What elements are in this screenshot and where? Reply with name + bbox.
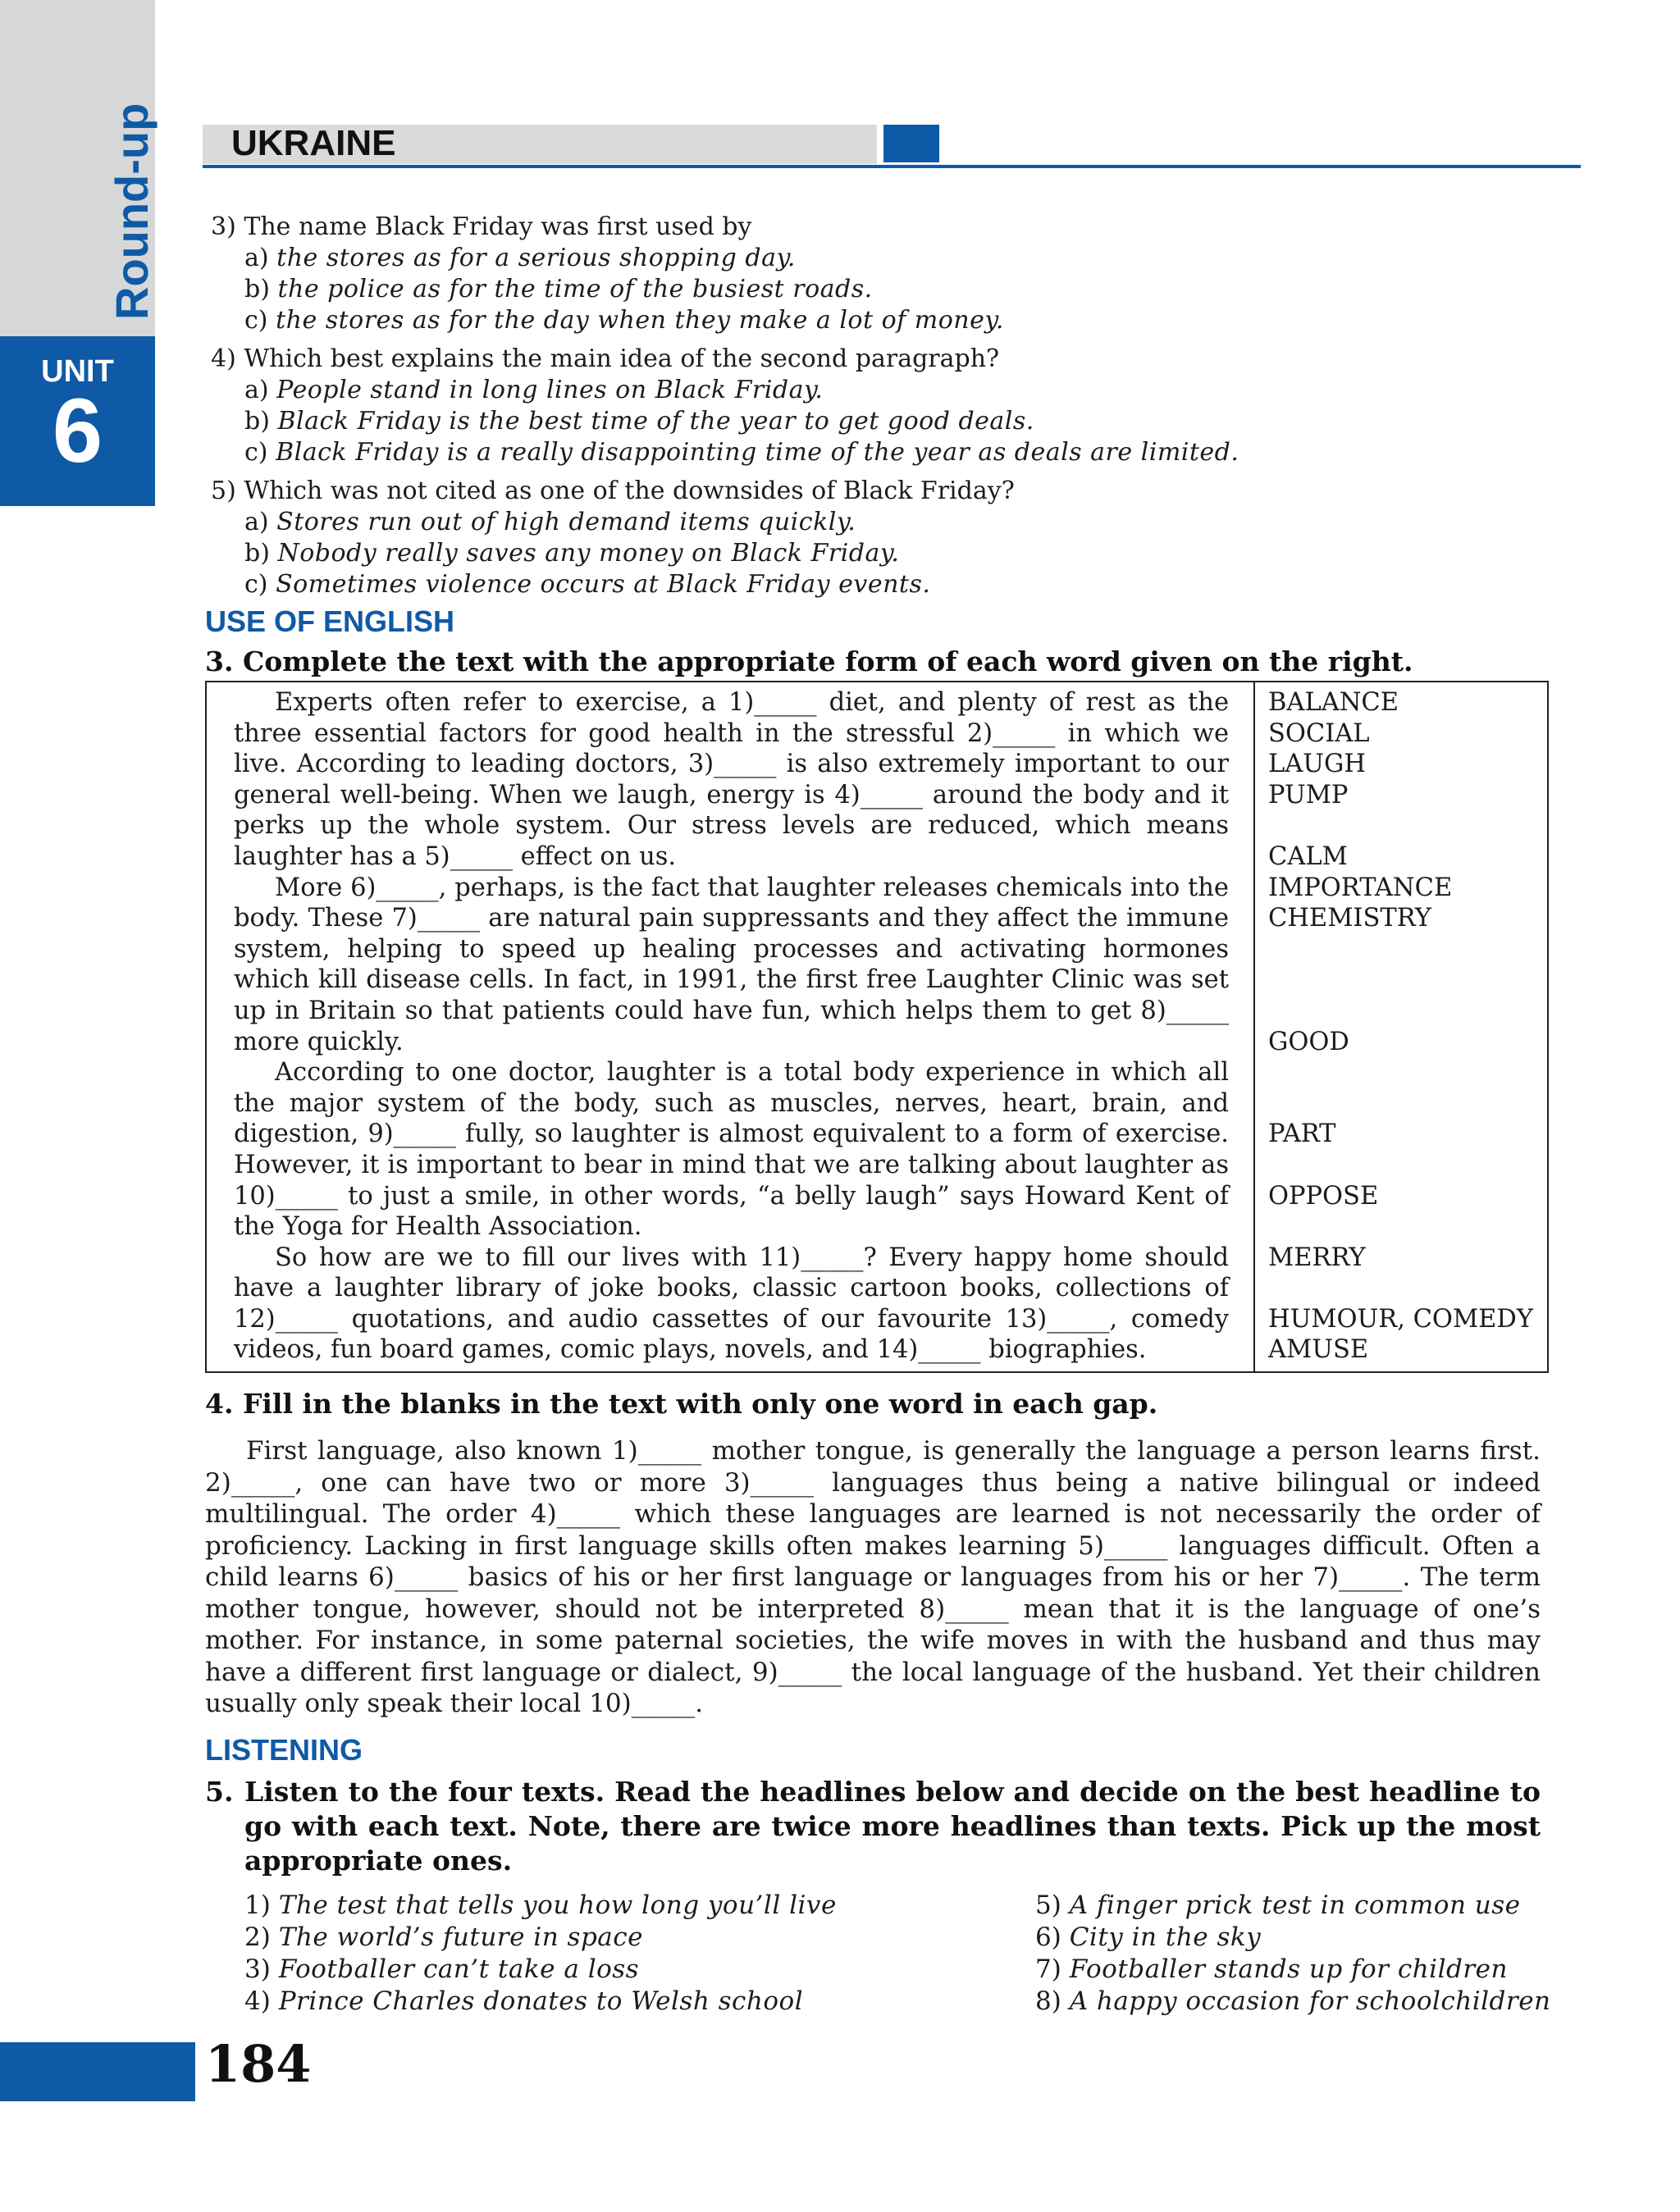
task-5-instruction (205, 1775, 1541, 1878)
answer-option: a) the stores as for a serious shopping day. (244, 244, 796, 272)
word-bank-item: OPPOSE (1268, 1181, 1379, 1211)
word-bank-item: CALM (1268, 841, 1348, 871)
headline-item: 2) The world’s future in space (244, 1922, 643, 1952)
page-title: UKRAINE (231, 123, 396, 163)
word-bank-item (1268, 1211, 1533, 1243)
exercise-3-divider (1253, 681, 1255, 1373)
exercise-paragraph: According to one doctor, laughter is a total body experience in which all the major system of the body, such as muscles, nerves, heart, brain, and digestion, 9)_____ fully, so laughter is almost equivalent to a form of exercise. However, it is important to bear in mind that we are talking about laughter as 10)_____ to just a smile, in other words, “a belly laugh” says Howard Kent of the Yoga for Health Association. (234, 1058, 1229, 1242)
headline-item: 8) A happy occasion for schoolchildren (1035, 1986, 1551, 2016)
word-bank-item: SOCIAL (1268, 718, 1370, 748)
answer-option: c) the stores as for the day when they make a lot of money. (244, 306, 1004, 335)
exercise-4-text (205, 1435, 1541, 1720)
exercise-3-text (234, 687, 1229, 1366)
headline-item: 7) Footballer stands up for children (1035, 1954, 1508, 1984)
word-bank-item: AMUSE (1268, 1335, 1369, 1365)
word-bank-item: BALANCE (1268, 688, 1399, 717)
answer-option: a) Stores run out of high demand items quickly. (244, 508, 856, 536)
question-stem: 5) Which was not cited as one of the downsides of Black Friday? (211, 477, 1015, 505)
exercise-paragraph: So how are we to fill our lives with 11)_____? Every happy home should have a laughter library of joke books, classic cartoon books, collections of 12)_____ quotations, and audio cassettes of our favourite 13)_____, comedy videos, fun board games, comic plays, novels, and 14)_____ biographies. (234, 1243, 1229, 1365)
header-square (883, 125, 939, 162)
task-3-instruction: 3. Complete the text with the appropriate form of each word given on the right. (205, 645, 1413, 677)
word-bank-item: IMPORTANCE (1268, 873, 1453, 902)
word-bank-item (1268, 810, 1533, 841)
word-bank-item: HUMOUR, COMEDY (1268, 1304, 1534, 1334)
answer-option: c) Black Friday is a really disappointing time of the year as deals are limited. (244, 438, 1239, 467)
headline-item: 1) The test that tells you how long you’ll live (244, 1890, 837, 1920)
headline-item: 5) A finger prick test in common use (1035, 1890, 1521, 1920)
header-rule (203, 165, 1581, 168)
exercise-paragraph: More 6)_____, perhaps, is the fact that laughter releases chemicals into the body. These 7)_____ are natural pain suppressants and they affect the immune system, helping to speed up healing processes and activating hormones which kill disease cells. In fact, in 1991, the first free Laughter Clinic was set up in Britain so that patients could have fun, which helps them to get 8)_____ more quickly. (234, 873, 1229, 1056)
exercise-paragraph: First language, also known 1)_____ mother tongue, is generally the language a person learns first. 2)_____, one can have two or more 3)_____ languages thus being a native bilingual or indeed multilingual. The order 4)_____ which these languages are learned is not necessarily the order of proficiency. Lacking in first language skills often makes learning 5)_____ languages difficult. Often a child learns 6)_____ basics of his or her first language or languages from his or her 7)_____. The term mother tongue, however, should not be interpreted 8)_____ mean that it is the language of one’s mother. For instance, in some paternal societies, the wife moves in with the husband and thus may have a different first language or dialect, 9)_____ the local language of the husband. Yet their children usually only speak their local 10)_____. (205, 1436, 1541, 1718)
word-bank-item (1268, 1150, 1533, 1181)
word-bank-item (1268, 1273, 1533, 1304)
section-heading-listening: LISTENING (205, 1733, 363, 1767)
word-bank-item: GOOD (1268, 1027, 1349, 1056)
word-bank-item (1268, 934, 1533, 965)
question-stem: 3) The name Black Friday was first used by (211, 212, 752, 241)
answer-option: b) the police as for the time of the busiest roads. (244, 275, 873, 303)
answer-option: b) Black Friday is the best time of the year to get good deals. (244, 407, 1034, 436)
word-bank-item (1268, 996, 1533, 1027)
page-number: 184 (205, 2034, 312, 2094)
word-bank (1268, 687, 1533, 1366)
sidebar-roundup-label: Round-up (106, 103, 158, 320)
page-number-bar (0, 2042, 195, 2101)
word-bank-item: PART (1268, 1120, 1336, 1149)
question-stem: 4) Which best explains the main idea of the second paragraph? (211, 344, 1000, 373)
headline-item: 6) City in the sky (1035, 1922, 1262, 1952)
headline-item: 4) Prince Charles donates to Welsh school (244, 1986, 804, 2016)
headline-item: 3) Footballer can’t take a loss (244, 1954, 640, 1984)
unit-number: 6 (52, 381, 103, 481)
answer-option: a) People stand in long lines on Black Friday. (244, 376, 824, 404)
word-bank-item (1268, 1057, 1533, 1088)
exercise-paragraph: Experts often refer to exercise, a 1)_____ diet, and plenty of rest as the three essential factors for good health in the stressful 2)_____ in which we live. According to leading doctors, 3)_____ is also extremely important to our general well-being. When we laugh, energy is 4)_____ around the body and it perks up the whole system. Our stress levels are reduced, which means laughter has a 5)_____ effect on us. (234, 688, 1229, 871)
word-bank-item: LAUGH (1268, 750, 1366, 779)
task-4-instruction: 4. Fill in the blanks in the text with only one word in each gap. (205, 1388, 1158, 1420)
word-bank-item: CHEMISTRY (1268, 904, 1431, 933)
answer-option: b) Nobody really saves any money on Black Friday. (244, 539, 900, 568)
task-text: Listen to the four texts. Read the headlines below and decide on the best headline to go with each text. Note, there are twice more headlines than texts. Pick up the most appropriate ones. (244, 1776, 1541, 1877)
answer-option: c) Sometimes violence occurs at Black Friday events. (244, 570, 931, 599)
word-bank-item: PUMP (1268, 780, 1349, 810)
word-bank-item: MERRY (1268, 1243, 1366, 1272)
section-heading-use-of-english: USE OF ENGLISH (205, 604, 455, 638)
word-bank-item (1268, 965, 1533, 996)
unit-label: UNIT (41, 354, 114, 389)
word-bank-item (1268, 1088, 1533, 1120)
task-number: 5. (205, 1776, 234, 1808)
